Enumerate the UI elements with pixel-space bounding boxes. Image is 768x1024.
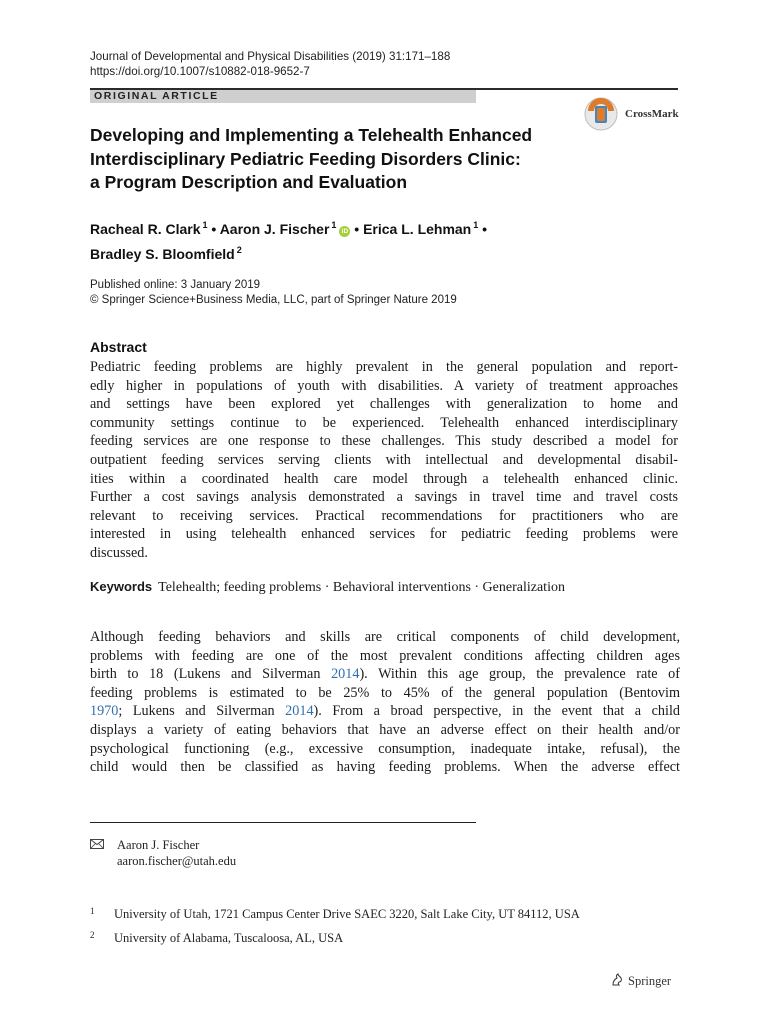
body-line: Although feeding behaviors and skills are critical components of child development, — [90, 629, 680, 645]
article-type-banner: ORIGINAL ARTICLE — [90, 90, 476, 103]
crossmark-label: CrossMark — [625, 108, 679, 120]
corresponding-author — [117, 837, 236, 869]
affiliation-mark: 1 — [473, 220, 479, 230]
keywords-text: Telehealth; feeding problems · Behavioral interventions · Generalization — [158, 580, 565, 595]
author-separator: • — [482, 221, 488, 237]
published-date: Published online: 3 January 2019 — [90, 279, 261, 291]
body-line: psychological functioning (e.g., excessive consumption, inadequate intake, refusal), the — [90, 740, 680, 757]
title-line: Developing and Implementing a Telehealth Enhanced — [90, 125, 533, 145]
title-line: Interdisciplinary Pediatric Feeding Disorders Clinic: — [90, 148, 521, 169]
publisher-logo — [610, 973, 671, 989]
abstract-line: discussed. — [90, 544, 148, 561]
affiliation-mark: 2 — [236, 245, 242, 255]
abstract-line: outpatient feeding services serving clients with intellectual and developmental disabil- — [90, 451, 678, 468]
body-text-segment: ). From a broad perspective, in the event that a child — [313, 703, 680, 720]
author-name[interactable]: Erica L. Lehman — [363, 221, 472, 237]
footnote-rule — [90, 822, 476, 823]
orcid-icon[interactable]: iD — [339, 226, 350, 237]
abstract-line: Pediatric feeding problems are highly prevalent in the general population and report- — [90, 359, 678, 375]
affiliation-number: 2 — [90, 930, 95, 940]
author-list — [90, 215, 487, 265]
keywords — [90, 579, 565, 596]
abstract-line: relevant to receiving services. Practical recommendations for practitioners who are — [90, 507, 678, 524]
title-line: a Program Description and Evaluation — [90, 172, 408, 192]
affiliation-text: University of Alabama, Tuscaloosa, AL, USA — [114, 931, 344, 945]
abstract-line: interested in using telehealth enhanced services for pediatric feeding problems were — [90, 526, 678, 543]
citation-link[interactable]: 2014 — [285, 703, 314, 720]
body-line: feeding problems is estimated to be 25% to 45% of the general population (Bentovim — [90, 684, 680, 701]
affiliation-mark: 1 — [202, 220, 208, 230]
abstract-body — [90, 358, 678, 563]
body-line: displays a variety of eating behaviors that have an adverse effect on their health and/or — [90, 721, 680, 738]
body-line — [90, 665, 680, 684]
doi-link[interactable]: https://doi.org/10.1007/s10882-018-9652-7 — [90, 65, 310, 78]
article-title — [90, 124, 650, 195]
abstract-line: Further a cost savings analysis demonstrated a savings in travel time and travel costs — [90, 489, 678, 506]
journal-header — [90, 49, 450, 79]
abstract-line: and settings have been explored yet challenges with generalization to home and — [90, 396, 678, 413]
abstract-line: edly higher in populations of youth with disabilities. A variety of treatment approaches — [90, 377, 678, 394]
envelope-icon — [90, 839, 104, 849]
body-paragraph — [90, 628, 680, 777]
author-separator: • — [354, 221, 360, 237]
body-line — [90, 702, 680, 721]
springer-horse-icon — [610, 973, 624, 987]
publication-info — [90, 278, 457, 308]
corresponding-email[interactable]: aaron.fischer@utah.edu — [117, 854, 237, 868]
affiliation-text: University of Utah, 1721 Campus Center Drive SAEC 3220, Salt Lake City, UT 84112, USA — [114, 907, 580, 921]
body-line: problems with feeding are one of the most prevalent conditions affecting children ages — [90, 647, 680, 664]
corresponding-name: Aaron J. Fischer — [117, 838, 200, 852]
body-text-segment: ; Lukens and Silverman — [118, 703, 286, 720]
author-separator: • — [211, 221, 217, 237]
author-name[interactable]: Bradley S. Bloomfield — [90, 246, 235, 262]
affiliation-mark: 1 — [331, 220, 337, 230]
author-name[interactable]: Racheal R. Clark — [90, 221, 201, 237]
affiliation-item — [90, 906, 580, 922]
copyright-line: © Springer Science+Business Media, LLC, part of Springer Nature 2019 — [90, 294, 457, 306]
citation-link[interactable]: 2014 — [331, 666, 360, 683]
publisher-name: Springer — [628, 974, 672, 988]
abstract-line: ities within a coordinated health care model through a telehealth enhanced clinic. — [90, 470, 678, 487]
author-name[interactable]: Aaron J. Fischer — [219, 221, 330, 237]
body-line: child would then be classified as having feeding problems. When the adverse effect — [90, 759, 680, 776]
abstract-line: community settings continue to be experienced. Telehealth enhanced interdisciplinary — [90, 414, 678, 431]
abstract-heading: Abstract — [90, 339, 147, 355]
body-text-segment: ). Within this age group, the prevalence rate of — [359, 666, 680, 683]
keywords-label: Keywords — [90, 579, 153, 594]
citation-link[interactable]: 1970 — [90, 703, 119, 720]
affiliation-item — [90, 930, 343, 946]
abstract-line: feeding services are one response to these challenges. This study described a model for — [90, 433, 678, 450]
body-text-segment: birth to 18 (Lukens and Silverman — [90, 666, 332, 683]
affiliation-number: 1 — [90, 906, 95, 916]
journal-citation: Journal of Developmental and Physical Disabilities (2019) 31:171–188 — [90, 50, 451, 63]
